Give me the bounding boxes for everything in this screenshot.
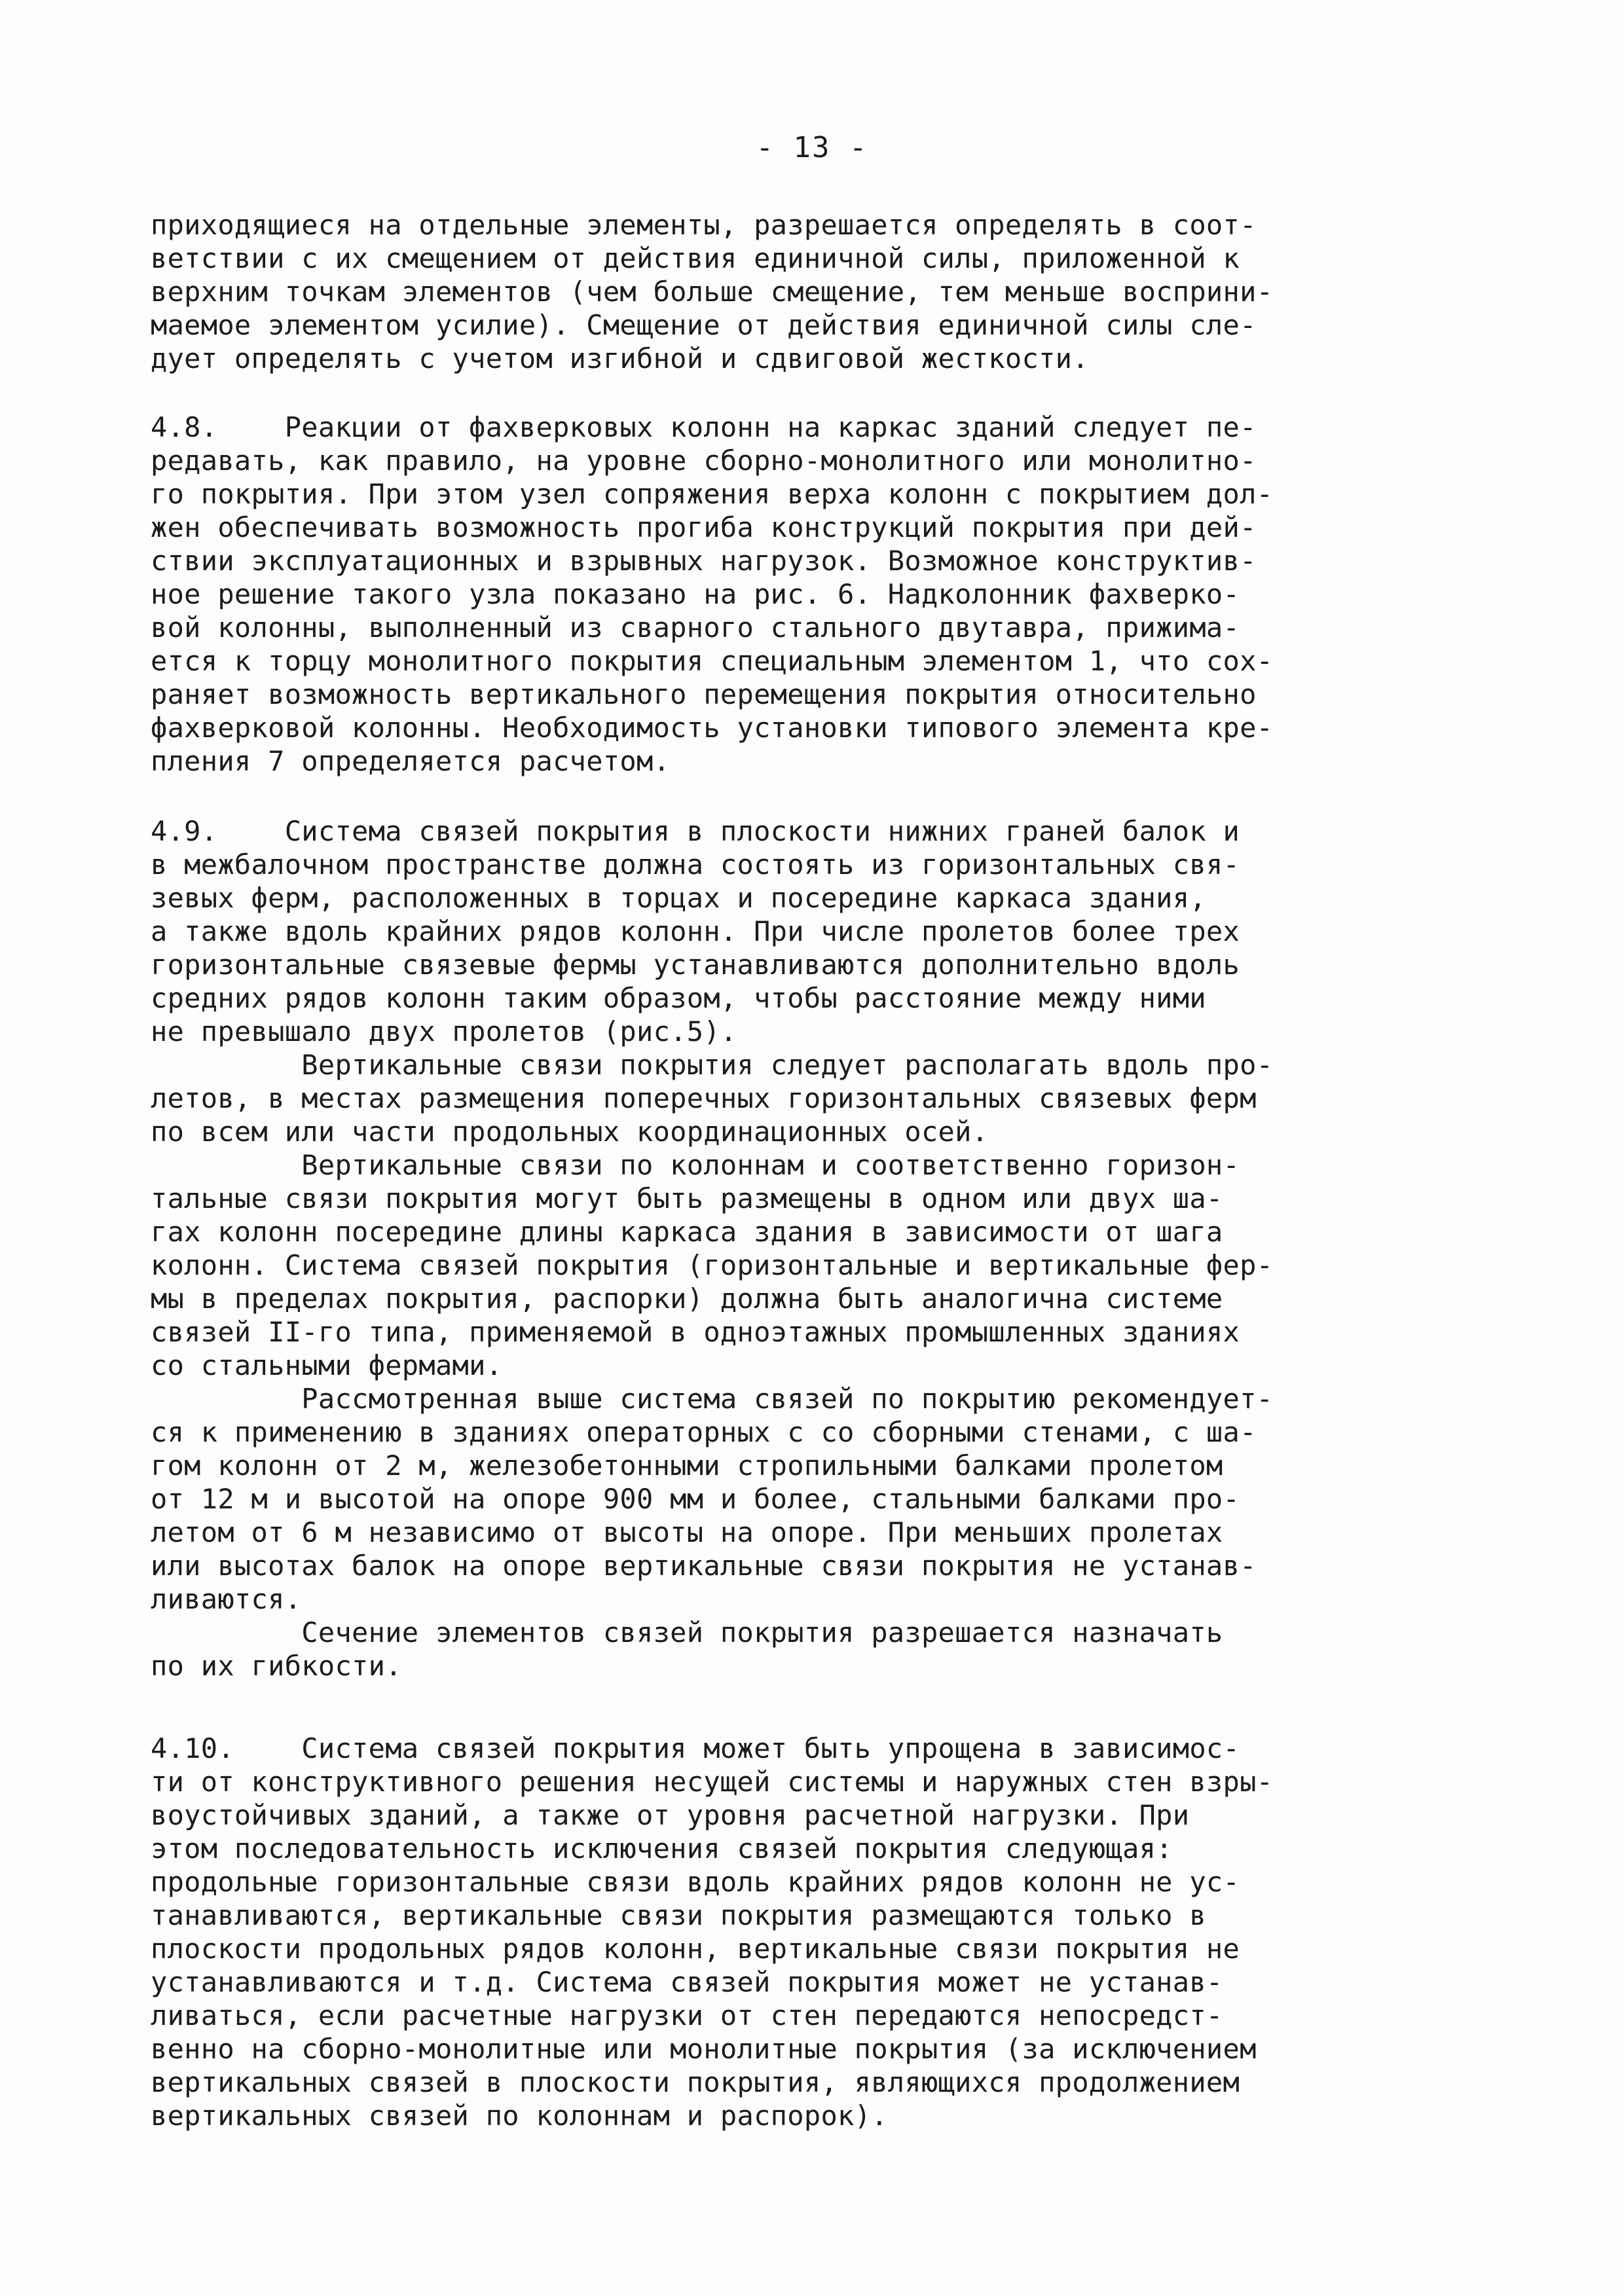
text-line: венно на сборно-монолитные или монолитные покрытия (за исключением xyxy=(151,2033,1257,2065)
text-line: танавливаются, вертикальные связи покрытия размещаются только в xyxy=(151,1899,1206,1931)
text-line: не превышало двух пролетов (рис.5). xyxy=(151,1015,737,1048)
text-line: средних рядов колонн таким образом, чтобы расстояние между ними xyxy=(151,982,1206,1014)
text-line: летов, в местах размещения поперечных горизонтальных связевых ферм xyxy=(151,1082,1257,1114)
text-line: воустойчивых зданий, а также от уровня расчетной нагрузки. При xyxy=(151,1799,1190,1831)
section-4-10 xyxy=(151,1732,1493,2132)
text-line: вертикальных связей в плоскости покрытия, являющихся продолжением xyxy=(151,2066,1240,2098)
text-line: связей II-го типа, применяемой в одноэтажных промышленных зданиях xyxy=(151,1316,1240,1348)
page-number: - 13 - xyxy=(756,131,868,164)
text-line: гом колонн от 2 м, железобетонными стропильными балками пролетом xyxy=(151,1449,1223,1482)
text-line: ветствии с их смещением от действия единичной силы, приложенной к xyxy=(151,242,1240,274)
text-line: жен обеспечивать возможность прогиба конструкций покрытия при дей- xyxy=(151,511,1257,543)
section-4-9 xyxy=(151,814,1493,1683)
text-line: по всем или части продольных координационных осей. xyxy=(151,1116,989,1148)
text-line: Вертикальные связи по колоннам и соответственно горизон- xyxy=(151,1149,1240,1181)
text-line: в межбалочном пространстве должна состоять из горизонтальных свя- xyxy=(151,848,1240,881)
text-line: ствии эксплуатационных и взрывных нагрузок. Возможное конструктив- xyxy=(151,545,1257,577)
text-line: раняет возможность вертикального перемещения покрытия относительно xyxy=(151,678,1257,710)
text-line: го покрытия. При этом узел сопряжения верха колонн с покрытием дол- xyxy=(151,478,1274,510)
text-line: зевых ферм, расположенных в торцах и посередине каркаса здания, xyxy=(151,882,1206,914)
text-line: пления 7 определяется расчетом. xyxy=(151,745,671,777)
text-line: приходящиеся на отдельные элементы, разрешается определять в соот- xyxy=(151,209,1257,241)
text-line: летом от 6 м независимо от высоты на опоре. При меньших пролетах xyxy=(151,1516,1223,1548)
text-line: 4.9. Система связей покрытия в плоскости нижних граней балок и xyxy=(151,815,1240,847)
text-line: вой колонны, выполненный из сварного стального двутавра, прижима- xyxy=(151,611,1240,644)
text-line: вертикальных связей по колоннам и распорок). xyxy=(151,2100,888,2132)
text-line: 4.10. Система связей покрытия может быть упрощена в зависимос- xyxy=(151,1732,1240,1764)
text-line: тальные связи покрытия могут быть размещены в одном или двух ша- xyxy=(151,1182,1223,1214)
text-line: редавать, как правило, на уровне сборно-монолитного или монолитно- xyxy=(151,445,1257,477)
text-line: от 12 м и высотой на опоре 900 мм и более, стальными балками про- xyxy=(151,1483,1240,1515)
text-line: продольные горизонтальные связи вдоль крайних рядов колонн не ус- xyxy=(151,1866,1240,1898)
text-line: маемое элементом усилие). Смещение от действия единичной силы сле- xyxy=(151,309,1257,341)
text-line: ное решение такого узла показано на рис. 6. Надколонник фахверко- xyxy=(151,578,1240,610)
text-line: устанавливаются и т.д. Система связей покрытия может не устанав- xyxy=(151,1966,1223,1998)
text-line: ливаться, если расчетные нагрузки от стен передаются непосредст- xyxy=(151,1999,1223,2032)
text-line: мы в пределах покрытия, распорки) должна быть аналогична системе xyxy=(151,1283,1223,1315)
text-line: Сечение элементов связей покрытия разрешается назначать xyxy=(151,1616,1223,1649)
text-line: Рассмотренная выше система связей по покрытию рекомендует- xyxy=(151,1383,1274,1415)
text-line: плоскости продольных рядов колонн, вертикальные связи покрытия не xyxy=(151,1933,1240,1965)
text-line: горизонтальные связевые фермы устанавливаются дополнительно вдоль xyxy=(151,949,1240,981)
text-line: ся к применению в зданиях операторных с со сборными стенами, с ша- xyxy=(151,1416,1257,1448)
text-line: или высотах балок на опоре вертикальные связи покрытия не устанав- xyxy=(151,1550,1257,1582)
text-line: 4.8. Реакции от фахверковых колонн на каркас зданий следует пе- xyxy=(151,411,1257,443)
text-line: ется к торцу монолитного покрытия специальным элементом 1, что сох- xyxy=(151,645,1274,677)
text-line: верхним точкам элементов (чем больше смещение, тем меньше восприни- xyxy=(151,276,1274,308)
text-line: ти от конструктивного решения несущей системы и наружных стен взры- xyxy=(151,1766,1274,1798)
text-line: ливаются. xyxy=(151,1583,302,1615)
text-line: колонн. Система связей покрытия (горизонтальные и вертикальные фер- xyxy=(151,1249,1274,1281)
text-line: со стальными фермами. xyxy=(151,1349,503,1381)
text-line: по их гибкости. xyxy=(151,1650,402,1682)
text-line: фахверковой колонны. Необходимость установки типового элемента кре- xyxy=(151,712,1274,744)
text-line: этом последовательность исключения связей покрытия следующая: xyxy=(151,1832,1173,1865)
paragraph-continuation xyxy=(151,208,1493,375)
text-line: Вертикальные связи покрытия следует располагать вдоль про- xyxy=(151,1049,1274,1081)
text-line: дует определять с учетом изгибной и сдвиговой жесткости. xyxy=(151,342,1089,374)
section-4-8 xyxy=(151,410,1493,778)
text-line: а также вдоль крайних рядов колонн. При числе пролетов более трех xyxy=(151,915,1240,947)
text-line: гах колонн посередине длины каркаса здания в зависимости от шага xyxy=(151,1216,1223,1248)
